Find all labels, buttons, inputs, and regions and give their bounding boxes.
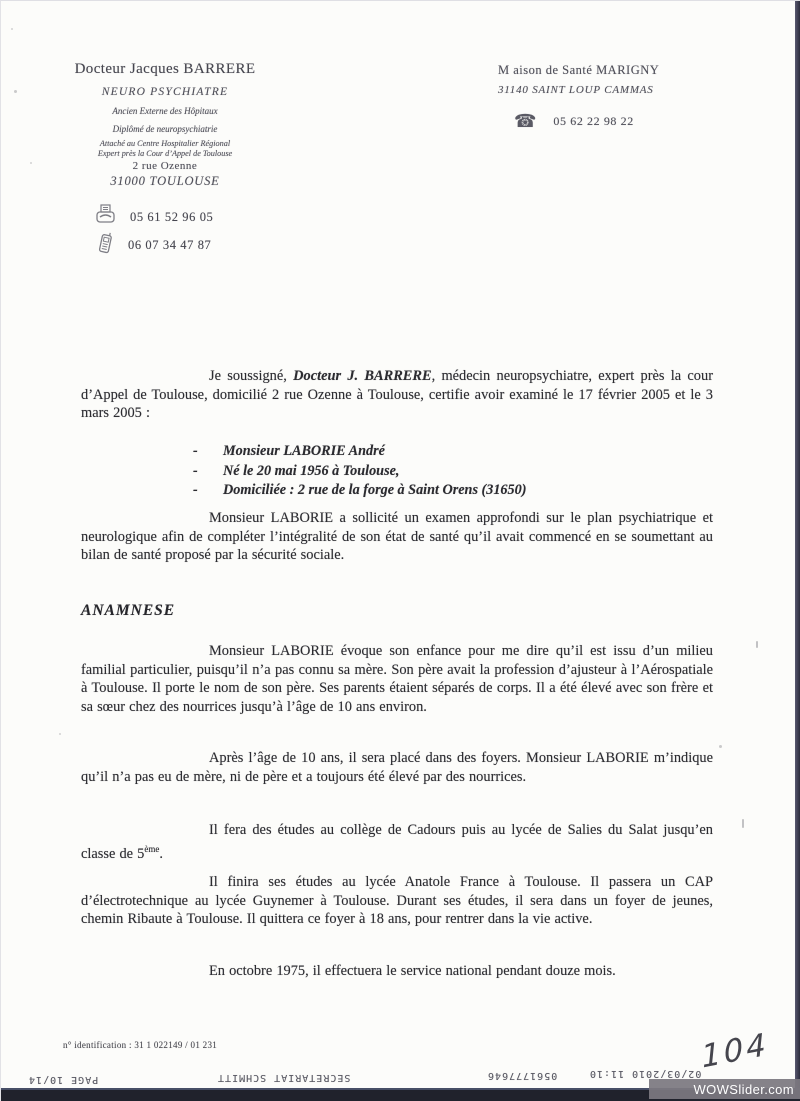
mobile-phone-icon (98, 231, 113, 260)
doctor-credential: Diplômé de neuropsychiatrie (112, 124, 218, 134)
dash-bullet: - (193, 443, 198, 459)
scan-speck (14, 90, 17, 93)
anamnese-paragraph-1: Monsieur LABORIE évoque son enfance pour me dire qu’il est issu d’un milieu familial particulier, puisqu’il n’a pas connu sa mère. Son père avait la profession d’ajusteur à l’Aérospatiale à Toulouse. Il porte le nom de son père. Ses parents étaient séparés de corps. Il a été élevé avec son frère et sa sœur chez des nourrices jusqu’à l’âge de 10 ans environ. (81, 643, 713, 715)
fax-header-page: PAGE 10/14 (28, 1074, 99, 1085)
anamnese-paragraph-3-end: . (159, 845, 163, 862)
scan-speck (756, 641, 758, 648)
list-item (81, 442, 713, 462)
clinic-phone-number: 05 62 22 98 22 (553, 114, 634, 128)
clinic-phone-row (498, 111, 708, 132)
anamnese-paragraph-4: Il finira ses études au lycée Anatole France à Toulouse. Il passera un CAP d’électrotechnique au lycée Guynemer à Toulouse. Durant ses études, il sera dans un foyer de jeunes, chemin Ribaute à Toulouse. Il quittera ce foyer à 18 ans, pour rentrer dans la vie active. (81, 874, 713, 928)
scan-speck (30, 162, 32, 164)
phone-icon: ☎ (514, 111, 537, 131)
doctor-city: 31000 TOULOUSE (110, 174, 220, 188)
clinic-letterhead (498, 63, 708, 132)
doctor-credential: Ancien Externe des Hôpitaux (112, 106, 218, 116)
intro-paragraph (81, 367, 713, 423)
subject-list (81, 442, 713, 501)
subject-birth: Né le 20 mai 1956 à Toulouse, (223, 462, 400, 479)
clinic-name: M aison de Santé MARIGNY (498, 63, 660, 77)
doctor-credential: Expert près la Cour d’Appel de Toulouse (97, 149, 233, 158)
list-item (81, 462, 713, 482)
fax-header-number: 0561777646 (487, 1070, 558, 1081)
dash-bullet: - (193, 482, 198, 498)
mobile-number: 06 07 34 47 87 (128, 238, 212, 252)
subject-domicile: Domiciliée : 2 rue de la forge à Saint Orens (31650) (223, 482, 527, 498)
fax-icon (96, 204, 115, 230)
scan-speck (59, 733, 61, 735)
subject-name: Monsieur LABORIE André (223, 443, 385, 459)
doctor-letterhead (56, 61, 274, 189)
intro-doctor-name: Docteur J. BARRERE (293, 368, 432, 384)
request-paragraph: Monsieur LABORIE a sollicité un examen approfondi sur le plan psychiatrique et neurologique afin de compléter l’intégralité de son état de santé qu’il avait commencé en se soumettant au bilan de santé proposé par la sécurité sociale. (81, 510, 713, 564)
fax-header-sender: SECRETARIAT SCHMITT (217, 1072, 351, 1083)
doctor-specialty: NEURO PSYCHIATRE (101, 86, 229, 98)
intro-text: Je soussigné, (209, 368, 294, 384)
fax-header-datetime: 02/03/2010 11:10 (589, 1068, 702, 1079)
mobile-phone-row (98, 231, 211, 260)
list-item (81, 481, 713, 501)
scan-edge-right (795, 1, 800, 1101)
ordinal-superscript: ème (144, 843, 160, 854)
scan-speck (719, 745, 722, 748)
watermark-text: WOWSlider.com (693, 1081, 794, 1097)
anamnese-paragraph-3-text: Il fera des études au collège de Cadours puis au lycée de Salies du Salat jusqu’en classe de 5 (81, 822, 713, 862)
anamnese-paragraph-5: En octobre 1975, il effectuera le service national pendant douze mois. (209, 963, 616, 979)
anamnese-paragraph-2: Après l’âge de 10 ans, il sera placé dans des foyers. Monsieur LABORIE m’indique qu’il n’a pas eu de mère, ni de père et a toujours été élevé par des nourrices. (81, 750, 713, 785)
anamnese-paragraph-3 (81, 821, 713, 863)
watermark-bar (649, 1079, 800, 1099)
doctor-name: Docteur Jacques BARRERE (74, 61, 256, 77)
scan-speck (11, 28, 13, 30)
dash-bullet: - (193, 462, 198, 479)
scan-speck (742, 819, 744, 828)
doctor-address: 2 rue Ozenne (132, 160, 198, 172)
doctor-credential: Attaché au Centre Hospitalier Régional (99, 139, 231, 148)
handwritten-page-number: 104 (700, 1026, 771, 1076)
anamnese-heading: ANAMNESE (81, 602, 176, 619)
intro-text: , médecin neuropsychiatre, expert près la cour d’Appel de Toulouse, domicilié 2 rue Ozenne à Toulouse, certifie avoir examiné le 17 février 2005 et le 3 mars 2005 : (81, 368, 713, 422)
clinic-address: 31140 SAINT LOUP CAMMAS (498, 84, 654, 96)
fax-number: 05 61 52 96 05 (130, 209, 214, 224)
scan-speck (206, 130, 208, 132)
identification-number: n° identification : 31 1 022149 / 01 231 (63, 1040, 218, 1050)
fax-phone-row (96, 204, 213, 230)
